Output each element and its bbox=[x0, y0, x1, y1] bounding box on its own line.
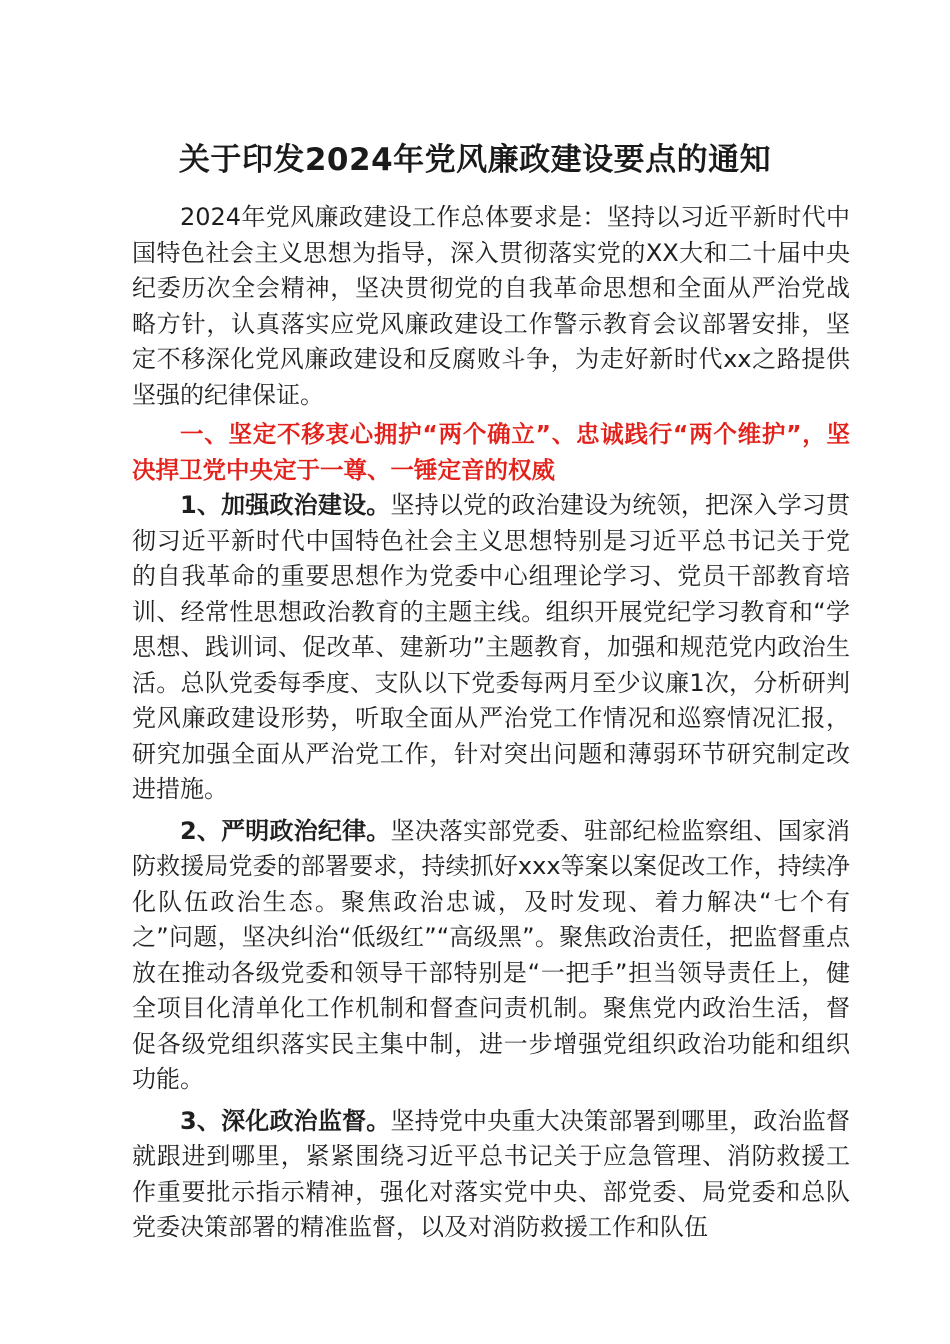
item-text-2: 坚决落实部党委、驻部纪检监察组、国家消防救援局党委的部署要求，持续抓好xxx等案以案促改工作，持续净化队伍政治生态。聚焦政治忠诚，及时发现、着力解决“七个有之”问题，坚决纠治“低级红”“高级黑”。聚焦政治责任，把监督重点放在推动各级党委和领导干部特别是“一把手”担当领导责任上，健全项目化清单化工作机制和督查问责机制。聚焦党内政治生活，督促各级党组织落实民主集中制，进一步增强党组织政治功能和组织功能。 bbox=[132, 816, 850, 1093]
item-lead-3: 3、深化政治监督。 bbox=[180, 1106, 391, 1135]
item-lead-2: 2、严明政治纪律。 bbox=[180, 816, 391, 845]
document-title: 关于印发2024年党风廉政建设要点的通知 bbox=[178, 142, 772, 178]
document-body bbox=[132, 200, 850, 1246]
intro-paragraph: 2024年党风廉政建设工作总体要求是：坚持以习近平新时代中国特色社会主义思想为指导，深入贯彻落实党的XX大和二十届中央纪委历次全会精神，坚决贯彻党的自我革命思想和全面从严治党战略方针，认真落实应党风廉政建设工作警示教育会议部署安排，坚定不移深化党风廉政建设和反腐败斗争，为走好新时代xx之路提供坚强的纪律保证。 bbox=[132, 203, 850, 409]
item-lead-1: 1、加强政治建设。 bbox=[180, 491, 391, 519]
item-text-3: 坚持党中央重大决策部署到哪里，政治监督就跟进到哪里，紧紧围绕习近平总书记关于应急管理、消防救援工作重要批示指示精神，强化对落实党中央、部党委、局党委和总队党委决策部署的精准监督，以及对消防救援工作和队伍 bbox=[132, 1106, 850, 1241]
item-text-1: 坚持以党的政治建设为统领，把深入学习贯彻习近平新时代中国特色社会主义思想特别是习近平总书记关于党的自我革命的重要思想作为党委中心组理论学习、党员干部教育培训、经常性思想政治教育的主题主线。组织开展党纪学习教育和“学思想、践训词、促改革、建新功”主题教育，加强和规范党内政治生活。总队党委每季度、支队以下党委每两月至少议廉1次，分析研判党风廉政建设形势，听取全面从严治党工作情况和巡察情况汇报，研究加强全面从严治党工作，针对突出问题和薄弱环节研究制定改进措施。 bbox=[132, 491, 850, 803]
item-paragraph-2 bbox=[132, 814, 850, 1098]
section-heading-1: 一、坚定不移衷心拥护“两个确立”、忠诚践行“两个维护”，坚决捍卫党中央定于一尊、一锤定音的权威 bbox=[132, 420, 850, 484]
item-paragraph-3 bbox=[132, 1104, 850, 1246]
item-paragraph-1 bbox=[132, 488, 850, 808]
